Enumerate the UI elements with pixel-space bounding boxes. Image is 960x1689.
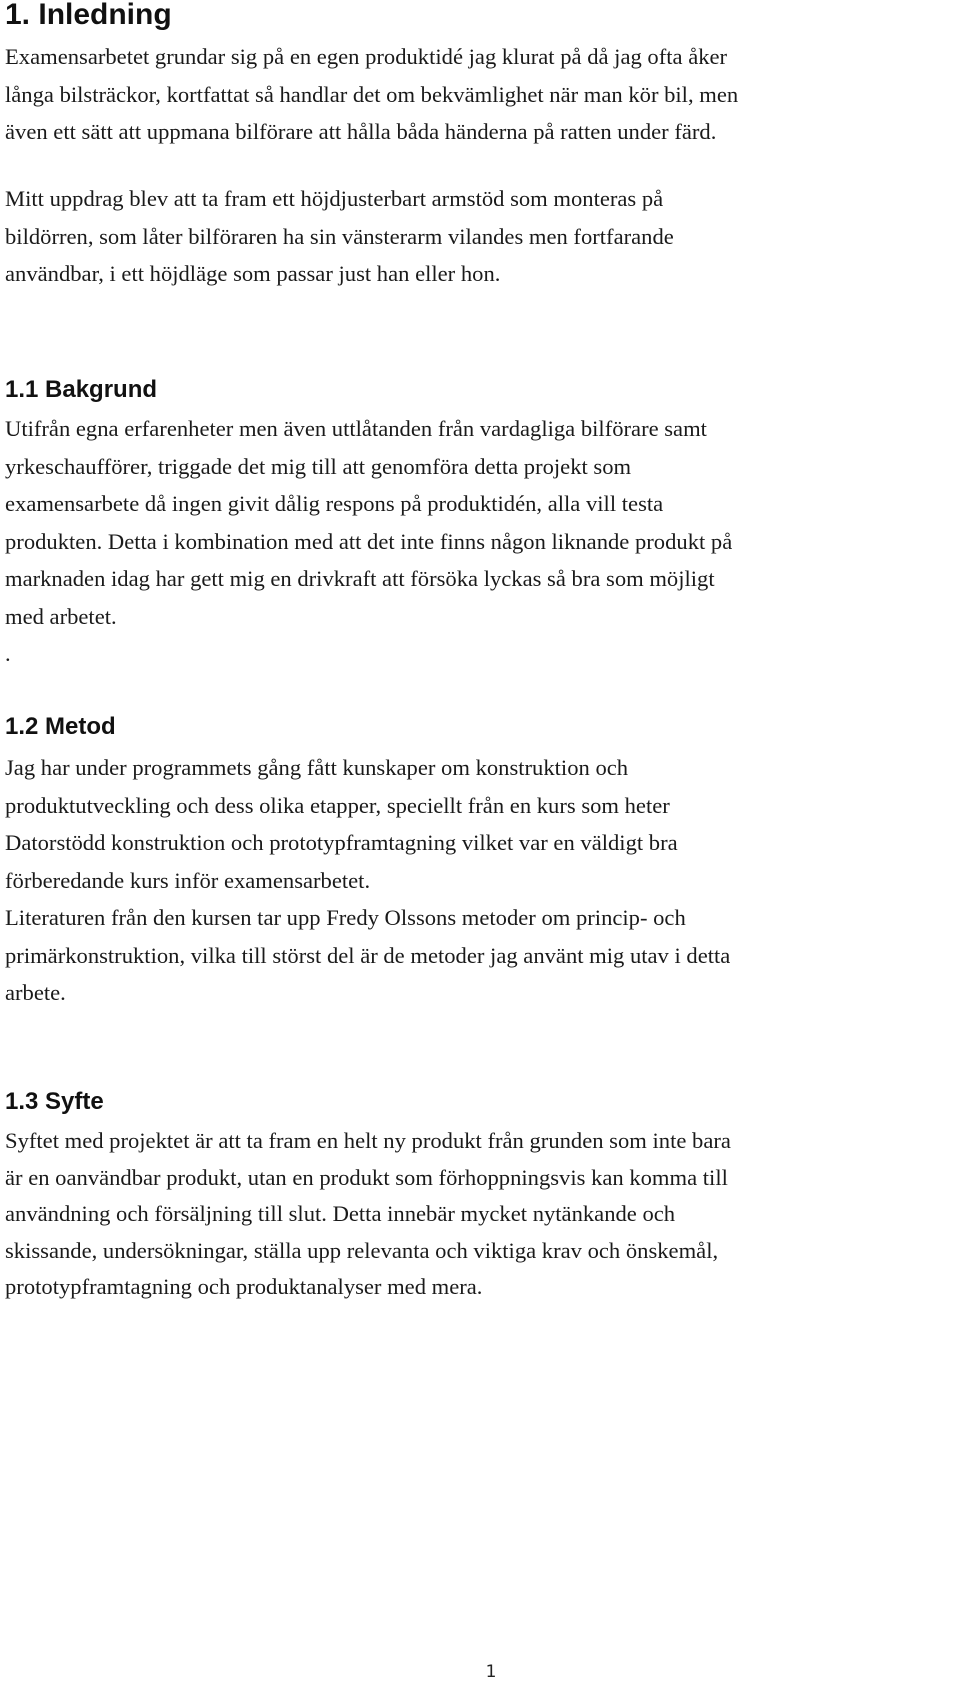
text-line: examensarbete då ingen givit dålig respons på produktidén, alla vill testa: [5, 491, 664, 516]
text-line: Jag har under programmets gång fått kunskaper om konstruktion och: [5, 755, 629, 780]
text-line: marknaden idag har gett mig en drivkraft att försöka lyckas så bra som möjligt: [5, 566, 715, 591]
text-line: användning och försäljning till slut. Detta innebär mycket nytänkande och: [5, 1201, 676, 1226]
section-heading-metod: 1.2 Metod: [5, 713, 116, 740]
text-line: yrkeschaufförer, triggade det mig till att genomföra detta projekt som: [5, 453, 632, 479]
section-heading-bakgrund: 1.1 Bakgrund: [5, 376, 158, 403]
text-line: .: [5, 641, 11, 666]
text-line: Datorstödd konstruktion och prototypframtagning vilket var en väldigt bra: [5, 830, 678, 855]
text-line: användbar, i ett höjdläge som passar just han eller hon.: [5, 261, 501, 286]
text-line: förberedande kurs inför examensarbetet.: [5, 867, 371, 893]
paragraph-metod: [5, 749, 730, 1012]
page-number: 1: [485, 1662, 497, 1682]
text-line: är en oanvändbar produkt, utan en produkt som förhoppningsvis kan komma till: [5, 1164, 728, 1190]
text-line: långa bilsträckor, kortfattat så handlar det om bekvämlighet när man kör bil, men: [5, 81, 739, 107]
text-line: skissande, undersökningar, ställa upp relevanta och viktiga krav och önskemål,: [5, 1237, 719, 1263]
paragraph-syfte: [5, 1123, 731, 1306]
text-line: Syftet med projektet är att ta fram en helt ny produkt från grunden som inte bara: [5, 1128, 731, 1153]
text-line: Examensarbetet grundar sig på en egen produktidé jag klurat på då jag ofta åker: [5, 44, 728, 69]
section-heading-inledning: 1. Inledning: [5, 0, 172, 31]
paragraph-inledning-1: [5, 38, 738, 151]
text-line: arbete.: [5, 980, 66, 1005]
text-line: prototypframtagning och produktanalyser med mera.: [5, 1274, 483, 1299]
text-line: primärkonstruktion, vilka till störst del är de metoder jag använt mig utav i detta: [5, 942, 731, 968]
text-line: Mitt uppdrag blev att ta fram ett höjdjusterbart armstöd som monteras på: [5, 186, 664, 211]
paragraph-inledning-2: [5, 180, 674, 293]
text-line: bildörren, som låter bilföraren ha sin vänsterarm vilandes men fortfarande: [5, 223, 674, 249]
paragraph-bakgrund: [5, 410, 732, 673]
text-line: Utifrån egna erfarenheter men även uttlåtanden från vardagliga bilförare samt: [5, 416, 707, 441]
section-heading-syfte: 1.3 Syfte: [5, 1088, 104, 1115]
text-line: även ett sätt att uppmana bilförare att hålla båda händerna på ratten under färd.: [5, 119, 717, 144]
text-line: produktutveckling och dess olika etapper, speciellt från en kurs som heter: [5, 792, 670, 818]
text-line: med arbetet.: [5, 603, 117, 629]
text-line: Literaturen från den kursen tar upp Fredy Olssons metoder om princip- och: [5, 905, 686, 930]
text-line: produkten. Detta i kombination med att det inte finns någon liknande produkt på: [5, 528, 733, 554]
